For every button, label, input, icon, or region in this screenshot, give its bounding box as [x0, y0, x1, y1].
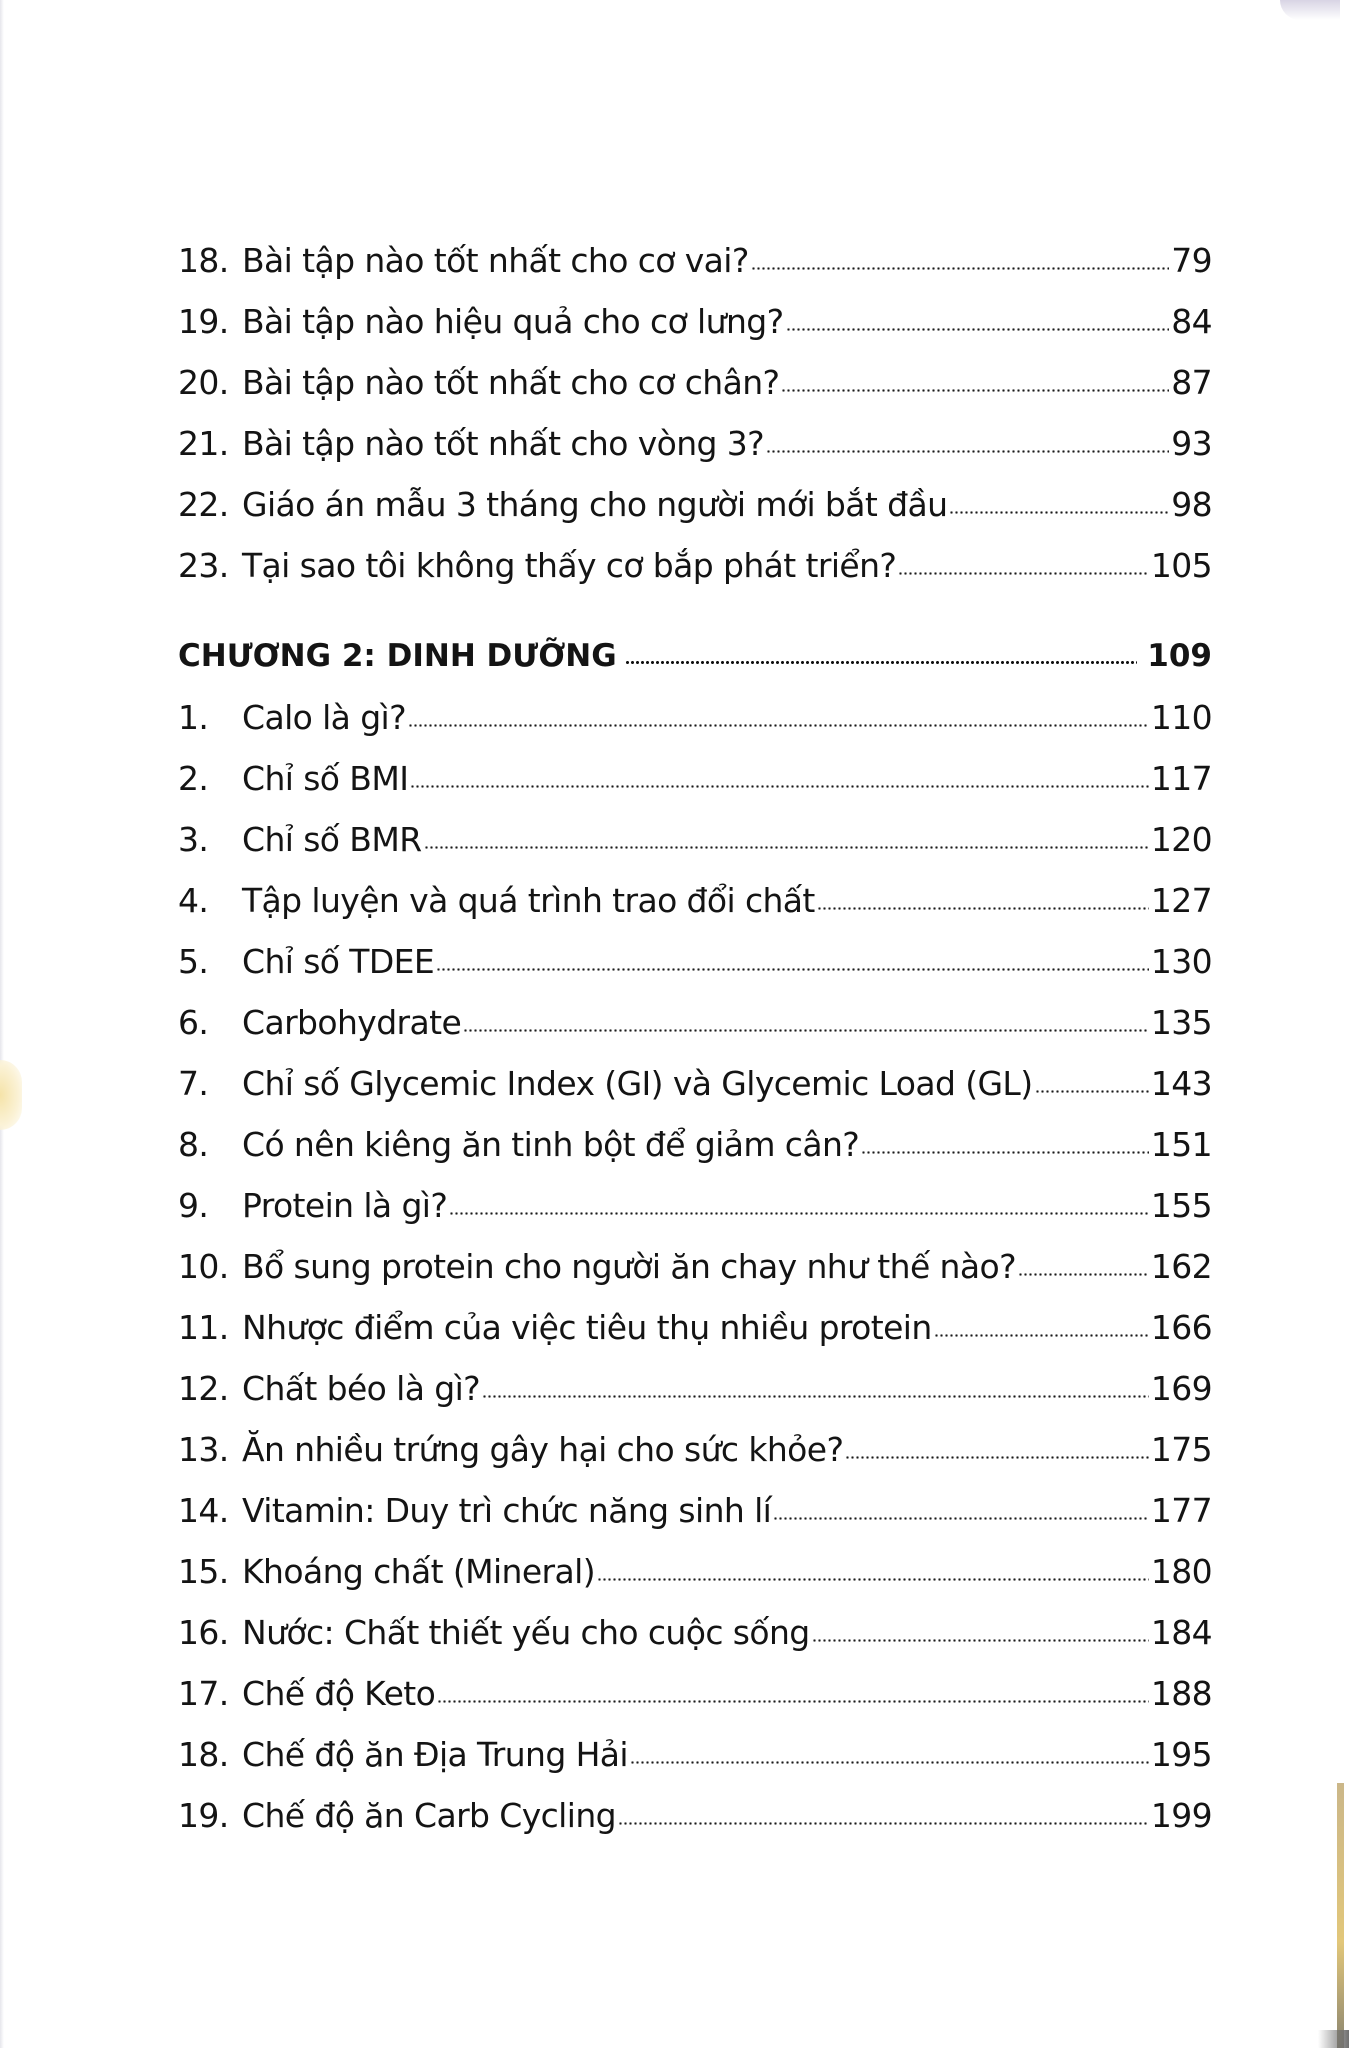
page-corner-shadow	[1280, 0, 1340, 20]
toc-entry-page: 117	[1150, 759, 1212, 798]
toc-entry	[178, 535, 1212, 596]
dot-leader	[861, 1150, 1149, 1156]
dot-leader	[449, 1211, 1149, 1217]
toc-entry-page: 180	[1150, 1552, 1212, 1591]
dot-leader	[1035, 1089, 1149, 1095]
toc-entry-number: 3.	[178, 820, 209, 859]
toc-entry	[178, 474, 1212, 535]
toc-entry-title: Chế độ ăn Carb Cycling	[242, 1796, 616, 1835]
toc-entry-page: 79	[1171, 241, 1212, 280]
toc-entry	[178, 352, 1212, 413]
toc-entry-title: Chất béo là gì?	[242, 1369, 481, 1408]
toc-entry	[178, 1053, 1212, 1114]
toc-entry-title: Calo là gì?	[242, 698, 407, 737]
table-of-contents	[178, 230, 1212, 1846]
toc-section-chapter-2	[178, 687, 1212, 1846]
toc-entry-page: 135	[1150, 1003, 1212, 1042]
dot-leader	[625, 660, 1138, 666]
toc-entry-number: 12.	[178, 1369, 229, 1408]
toc-entry-title: Tập luyện và quá trình trao đổi chất	[242, 881, 815, 920]
toc-entry-title: Ăn nhiều trứng gây hại cho sức khỏe?	[242, 1430, 844, 1469]
dot-leader	[618, 1821, 1149, 1827]
dot-leader	[630, 1760, 1149, 1766]
toc-entry	[178, 1419, 1212, 1480]
toc-entry-number: 21.	[178, 424, 229, 463]
toc-entry	[178, 1175, 1212, 1236]
toc-entry	[178, 870, 1212, 931]
toc-entry-page: 199	[1150, 1796, 1212, 1835]
toc-section-previous-chapter	[178, 230, 1212, 596]
toc-entry-number: 19.	[178, 1796, 229, 1835]
book-spine-shadow	[1318, 2030, 1349, 2048]
toc-entry	[178, 1602, 1212, 1663]
toc-entry-page: 120	[1150, 820, 1212, 859]
toc-entry-title: Bài tập nào tốt nhất cho vòng 3?	[242, 424, 765, 463]
dot-leader	[766, 449, 1169, 455]
toc-entry-number: 2.	[178, 759, 209, 798]
toc-entry-title: Protein là gì?	[242, 1186, 448, 1225]
dot-leader	[463, 1028, 1149, 1034]
toc-entry-number: 17.	[178, 1674, 229, 1713]
dot-leader	[949, 510, 1169, 516]
toc-entry-page: 143	[1150, 1064, 1212, 1103]
toc-entry-page: 98	[1171, 485, 1212, 524]
dot-leader	[751, 266, 1169, 272]
dot-leader	[781, 388, 1169, 394]
toc-entry	[178, 1724, 1212, 1785]
section-spacer	[178, 596, 1212, 626]
toc-entry-title: Chế độ ăn Địa Trung Hải	[242, 1735, 629, 1774]
toc-entry-page: 84	[1171, 302, 1212, 341]
page-stain	[0, 1060, 22, 1130]
toc-entry-title: Vitamin: Duy trì chức năng sinh lí	[242, 1491, 772, 1530]
dot-leader	[786, 327, 1170, 333]
toc-entry-page: 155	[1150, 1186, 1212, 1225]
toc-entry	[178, 687, 1212, 748]
toc-entry	[178, 413, 1212, 474]
toc-entry-number: 16.	[178, 1613, 229, 1652]
toc-entry	[178, 931, 1212, 992]
toc-entry-page: 87	[1171, 363, 1212, 402]
toc-entry	[178, 1358, 1212, 1419]
toc-entry-title: Carbohydrate	[242, 1003, 462, 1042]
toc-entry	[178, 992, 1212, 1053]
toc-entry-number: 23.	[178, 546, 229, 585]
toc-entry	[178, 1114, 1212, 1175]
toc-entry-number: 7.	[178, 1064, 209, 1103]
toc-entry	[178, 291, 1212, 352]
dot-leader	[817, 906, 1149, 912]
dot-leader	[597, 1577, 1149, 1583]
chapter-heading	[178, 626, 1212, 687]
toc-entry-number: 18.	[178, 241, 229, 280]
toc-entry-number: 22.	[178, 485, 229, 524]
toc-entry-number: 8.	[178, 1125, 209, 1164]
toc-entry-page: 93	[1171, 424, 1212, 463]
toc-entry-page: 130	[1150, 942, 1212, 981]
toc-entry-title: Giáo án mẫu 3 tháng cho người mới bắt đầu	[242, 485, 948, 524]
toc-entry	[178, 1236, 1212, 1297]
toc-entry-title: Nhược điểm của việc tiêu thụ nhiều protein	[242, 1308, 932, 1347]
toc-entry-number: 10.	[178, 1247, 229, 1286]
dot-leader	[1018, 1272, 1149, 1278]
toc-entry-page: 188	[1150, 1674, 1212, 1713]
dot-leader	[934, 1333, 1149, 1339]
toc-entry-title: Chế độ Keto	[242, 1674, 436, 1713]
toc-entry-page: 166	[1150, 1308, 1212, 1347]
dot-leader	[410, 784, 1148, 790]
dot-leader	[408, 723, 1149, 729]
toc-entry-title: Chỉ số TDEE	[242, 942, 435, 981]
toc-entry-page: 195	[1150, 1735, 1212, 1774]
toc-entry	[178, 1541, 1212, 1602]
toc-entry-page: 184	[1150, 1613, 1212, 1652]
toc-entry-page: 151	[1150, 1125, 1212, 1164]
toc-entry-title: Có nên kiêng ăn tinh bột để giảm cân?	[242, 1125, 860, 1164]
book-spine-edge	[1337, 1783, 1344, 2048]
dot-leader	[898, 571, 1148, 577]
toc-entry-title: Chỉ số Glycemic Index (GI) và Glycemic Load (GL)	[242, 1064, 1033, 1103]
toc-entry	[178, 809, 1212, 870]
toc-entry-number: 6.	[178, 1003, 209, 1042]
page-left-edge	[0, 0, 4, 2048]
chapter-page: 109	[1147, 638, 1212, 674]
toc-entry-number: 15.	[178, 1552, 229, 1591]
toc-entry-number: 20.	[178, 363, 229, 402]
toc-entry-number: 4.	[178, 881, 209, 920]
chapter-title: CHƯƠNG 2: DINH DƯỠNG	[178, 638, 617, 674]
toc-entry-title: Nước: Chất thiết yếu cho cuộc sống	[242, 1613, 810, 1652]
dot-leader	[482, 1394, 1149, 1400]
toc-entry-page: 105	[1150, 546, 1212, 585]
toc-entry-page: 127	[1150, 881, 1212, 920]
toc-entry	[178, 1297, 1212, 1358]
toc-entry-number: 1.	[178, 698, 209, 737]
toc-entry-number: 9.	[178, 1186, 209, 1225]
dot-leader	[773, 1516, 1149, 1522]
toc-entry-title: Chỉ số BMR	[242, 820, 422, 859]
toc-entry	[178, 230, 1212, 291]
dot-leader	[812, 1638, 1149, 1644]
toc-entry-number: 14.	[178, 1491, 229, 1530]
toc-entry	[178, 1480, 1212, 1541]
dot-leader	[437, 1699, 1149, 1705]
toc-entry-page: 162	[1150, 1247, 1212, 1286]
toc-entry-title: Bài tập nào hiệu quả cho cơ lưng?	[242, 302, 784, 341]
toc-entry-page: 169	[1150, 1369, 1212, 1408]
toc-entry-title: Khoáng chất (Mineral)	[242, 1552, 595, 1591]
toc-entry	[178, 748, 1212, 809]
toc-entry-page: 177	[1150, 1491, 1212, 1530]
toc-entry-title: Tại sao tôi không thấy cơ bắp phát triển?	[242, 546, 897, 585]
toc-entry-number: 19.	[178, 302, 229, 341]
toc-entry-title: Chỉ số BMI	[242, 759, 409, 798]
toc-entry-page: 110	[1150, 698, 1212, 737]
toc-entry-page: 175	[1150, 1430, 1212, 1469]
toc-entry-number: 11.	[178, 1308, 229, 1347]
toc-entry	[178, 1663, 1212, 1724]
dot-leader	[436, 967, 1149, 973]
dot-leader	[845, 1455, 1148, 1461]
toc-entry-title: Bổ sung protein cho người ăn chay như thế nào?	[242, 1247, 1016, 1286]
toc-entry-number: 13.	[178, 1430, 229, 1469]
dot-leader	[424, 845, 1149, 851]
toc-entry	[178, 1785, 1212, 1846]
toc-entry-title: Bài tập nào tốt nhất cho cơ chân?	[242, 363, 780, 402]
toc-entry-number: 18.	[178, 1735, 229, 1774]
toc-entry-title: Bài tập nào tốt nhất cho cơ vai?	[242, 241, 749, 280]
toc-entry-number: 5.	[178, 942, 209, 981]
